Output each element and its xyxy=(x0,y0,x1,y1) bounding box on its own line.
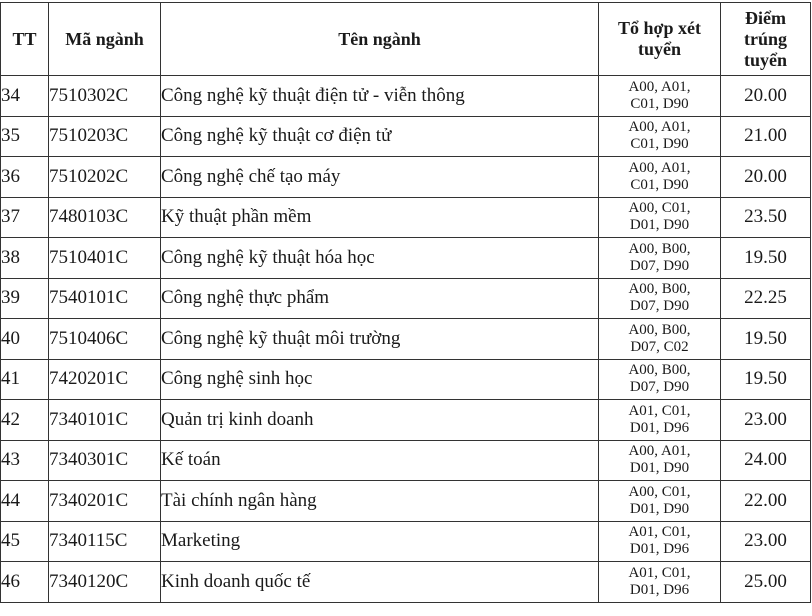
row-score: 20.00 xyxy=(721,157,811,198)
row-combo-line2: D07, D90 xyxy=(629,379,690,396)
row-combo-line1: A00, A01, xyxy=(628,159,691,176)
row-code: 7340201C xyxy=(49,481,161,522)
row-combo-line2: C01, D90 xyxy=(630,176,689,193)
admission-scores-table xyxy=(0,2,811,603)
row-score: 23.50 xyxy=(721,197,811,238)
row-tt: 34 xyxy=(1,76,49,117)
row-combo-line1: A00, A01, xyxy=(628,78,691,95)
table-row xyxy=(1,76,811,117)
row-score: 22.00 xyxy=(721,481,811,522)
row-name: Công nghệ kỹ thuật hóa học xyxy=(161,238,599,279)
table-row xyxy=(1,521,811,562)
row-combo-line1: A00, B00, xyxy=(628,281,691,298)
row-code: 7510202C xyxy=(49,157,161,198)
row-code: 7340301C xyxy=(49,440,161,481)
row-name: Công nghệ kỹ thuật điện tử - viễn thông xyxy=(161,76,599,117)
row-name: Quản trị kinh doanh xyxy=(161,400,599,441)
row-code: 7510203C xyxy=(49,116,161,157)
table-row xyxy=(1,319,811,360)
row-name: Công nghệ sinh học xyxy=(161,359,599,400)
row-combo-line2: D01, D90 xyxy=(629,500,690,517)
row-combo xyxy=(599,157,721,198)
row-tt: 38 xyxy=(1,238,49,279)
row-code: 7340120C xyxy=(49,562,161,603)
row-combo-line2: D01, D96 xyxy=(629,419,690,436)
row-combo xyxy=(599,319,721,360)
header-score-line2: trúng xyxy=(743,28,787,49)
row-score: 19.50 xyxy=(721,359,811,400)
row-combo xyxy=(599,197,721,238)
row-combo-line2: D01, D90 xyxy=(629,217,690,234)
header-score-line1: Điểm xyxy=(745,7,786,28)
table-row xyxy=(1,238,811,279)
row-combo-line2: D07, C02 xyxy=(630,338,689,355)
row-tt: 44 xyxy=(1,481,49,522)
row-combo-line2: C01, D90 xyxy=(630,136,689,153)
row-name: Kế toán xyxy=(161,440,599,481)
row-combo-line1: A00, B00, xyxy=(628,240,691,257)
row-combo-line2: D01, D96 xyxy=(629,581,690,598)
table-row xyxy=(1,359,811,400)
row-code: 7420201C xyxy=(49,359,161,400)
table-row xyxy=(1,400,811,441)
row-combo-line1: A00, B00, xyxy=(628,321,691,338)
row-combo xyxy=(599,116,721,157)
header-tt: TT xyxy=(1,3,49,76)
row-name: Công nghệ kỹ thuật cơ điện tử xyxy=(161,116,599,157)
row-tt: 41 xyxy=(1,359,49,400)
row-tt: 37 xyxy=(1,197,49,238)
header-score-line3: tuyển xyxy=(743,49,787,70)
row-combo xyxy=(599,359,721,400)
row-name: Công nghệ kỹ thuật môi trường xyxy=(161,319,599,360)
row-score: 19.50 xyxy=(721,319,811,360)
row-name: Kỹ thuật phần mềm xyxy=(161,197,599,238)
row-code: 7340101C xyxy=(49,400,161,441)
row-name: Marketing xyxy=(161,521,599,562)
row-combo-line2: D07, D90 xyxy=(629,298,690,315)
row-combo xyxy=(599,562,721,603)
row-code: 7510302C xyxy=(49,76,161,117)
table-row xyxy=(1,157,811,198)
row-combo-line2: D07, D90 xyxy=(629,257,690,274)
row-score: 24.00 xyxy=(721,440,811,481)
header-combo-line2: tuyển xyxy=(637,39,681,59)
row-code: 7480103C xyxy=(49,197,161,238)
row-code: 7540101C xyxy=(49,278,161,319)
row-score: 21.00 xyxy=(721,116,811,157)
header-combo-line1: Tổ hợp xét xyxy=(618,18,701,38)
row-score: 23.00 xyxy=(721,400,811,441)
row-combo-line2: D01, D96 xyxy=(629,541,690,558)
table-row xyxy=(1,440,811,481)
row-combo-line1: A00, C01, xyxy=(628,483,691,500)
row-score: 23.00 xyxy=(721,521,811,562)
row-tt: 42 xyxy=(1,400,49,441)
row-combo xyxy=(599,278,721,319)
row-code: 7510406C xyxy=(49,319,161,360)
row-tt: 45 xyxy=(1,521,49,562)
row-code: 7510401C xyxy=(49,238,161,279)
table-row xyxy=(1,562,811,603)
row-tt: 35 xyxy=(1,116,49,157)
row-combo-line1: A01, C01, xyxy=(628,564,691,581)
row-combo-line2: C01, D90 xyxy=(630,95,689,112)
header-row xyxy=(1,3,811,76)
row-combo-line2: D01, D90 xyxy=(629,460,690,477)
row-name: Công nghệ thực phẩm xyxy=(161,278,599,319)
row-tt: 43 xyxy=(1,440,49,481)
table-row xyxy=(1,116,811,157)
table-row xyxy=(1,197,811,238)
row-score: 20.00 xyxy=(721,76,811,117)
row-score: 19.50 xyxy=(721,238,811,279)
header-code: Mã ngành xyxy=(49,3,161,76)
table-row xyxy=(1,481,811,522)
row-combo xyxy=(599,440,721,481)
row-combo xyxy=(599,76,721,117)
header-combo xyxy=(599,3,721,76)
row-score: 25.00 xyxy=(721,562,811,603)
row-combo-line1: A00, A01, xyxy=(628,443,691,460)
row-combo-line1: A00, B00, xyxy=(628,362,691,379)
row-code: 7340115C xyxy=(49,521,161,562)
row-combo-line1: A00, A01, xyxy=(628,119,691,136)
row-tt: 36 xyxy=(1,157,49,198)
header-name: Tên ngành xyxy=(161,3,599,76)
row-tt: 46 xyxy=(1,562,49,603)
header-score xyxy=(721,3,811,76)
row-name: Công nghệ chế tạo máy xyxy=(161,157,599,198)
row-combo xyxy=(599,238,721,279)
row-combo xyxy=(599,400,721,441)
row-combo-line1: A01, C01, xyxy=(628,524,691,541)
row-tt: 39 xyxy=(1,278,49,319)
row-score: 22.25 xyxy=(721,278,811,319)
row-combo-line1: A01, C01, xyxy=(628,402,691,419)
table-body xyxy=(1,76,811,603)
row-name: Tài chính ngân hàng xyxy=(161,481,599,522)
row-combo xyxy=(599,521,721,562)
row-combo-line1: A00, C01, xyxy=(628,200,691,217)
row-combo xyxy=(599,481,721,522)
table-row xyxy=(1,278,811,319)
row-tt: 40 xyxy=(1,319,49,360)
row-name: Kinh doanh quốc tế xyxy=(161,562,599,603)
